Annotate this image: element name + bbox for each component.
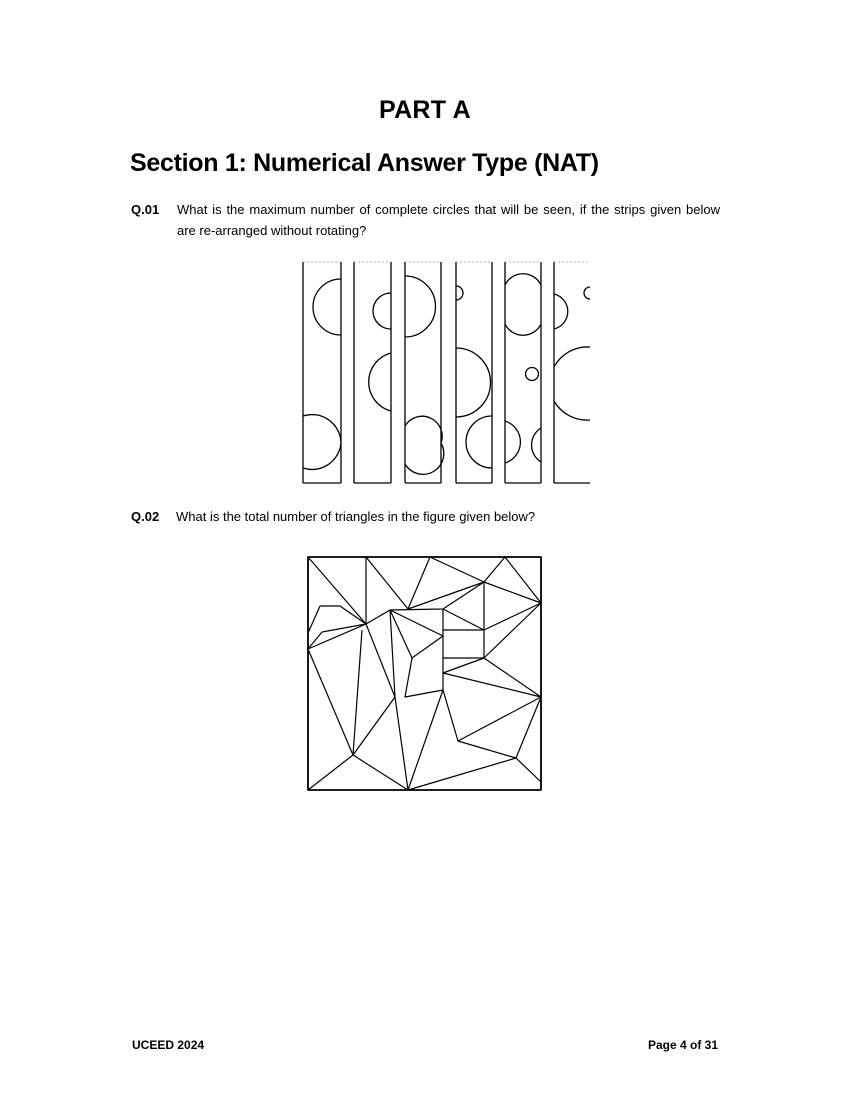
strip-3 bbox=[405, 262, 444, 483]
strip-1 bbox=[303, 262, 341, 483]
footer-page-number: Page 4 of 31 bbox=[647, 1038, 718, 1052]
strip-4 bbox=[456, 262, 492, 483]
strip-6 bbox=[554, 262, 590, 483]
strip-2 bbox=[354, 262, 391, 483]
triangles-figure bbox=[305, 553, 545, 793]
question-1-number: Q.01 bbox=[131, 202, 160, 217]
question-2-text: What is the total number of triangles in the figure given below? bbox=[176, 509, 536, 524]
question-1-text: What is the maximum number of complete circles that will be seen, if the strips given below are re-arranged without rotating? bbox=[177, 202, 720, 238]
question-2-number: Q.02 bbox=[131, 509, 160, 524]
footer-exam-name: UCEED 2024 bbox=[132, 1038, 205, 1052]
strips-figure bbox=[300, 258, 595, 488]
section-title: Section 1: Numerical Answer Type (NAT) bbox=[130, 149, 599, 177]
part-title: PART A bbox=[378, 96, 472, 124]
strip-5 bbox=[505, 262, 541, 483]
